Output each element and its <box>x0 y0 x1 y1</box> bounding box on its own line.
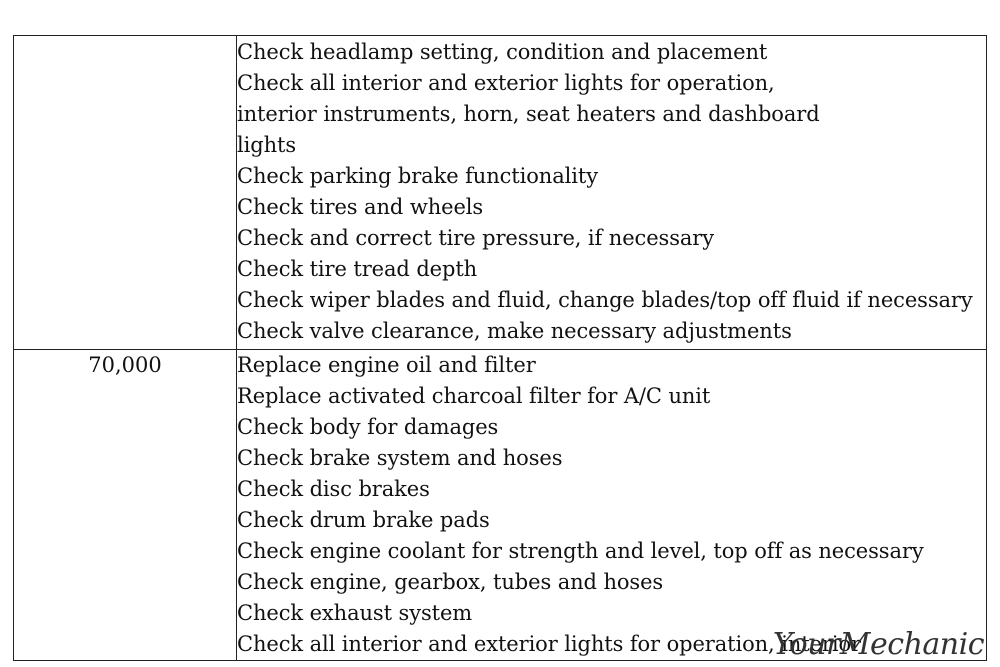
list-item: Check and correct tire pressure, if necessary <box>237 226 715 250</box>
yourmechanic-logo: YourMechanic <box>772 627 984 662</box>
tasks-cell <box>237 350 987 661</box>
interval-cell <box>14 36 237 350</box>
list-item: Check engine coolant for strength and level, top off as necessary <box>237 539 924 563</box>
list-item: Check tires and wheels <box>237 195 484 219</box>
table-row <box>14 36 987 350</box>
list-item: Check all interior and exterior lights for operation, interior <box>237 632 861 656</box>
task-list <box>237 350 986 660</box>
table-row <box>14 350 987 661</box>
list-item: Check all interior and exterior lights for operation, interior instruments, horn, seat heaters and dashboard lights <box>237 71 820 157</box>
tasks-cell <box>237 36 987 350</box>
list-item: Check brake system and hoses <box>237 446 563 470</box>
list-item: Check wiper blades and fluid, change blades/top off fluid if necessary <box>237 288 973 312</box>
list-item: Check parking brake functionality <box>237 164 598 188</box>
list-item: Check body for damages <box>237 415 499 439</box>
maintenance-table <box>13 35 987 661</box>
list-item: Replace activated charcoal filter for A/C unit <box>237 384 711 408</box>
list-item: Check engine, gearbox, tubes and hoses <box>237 570 664 594</box>
list-item: Check tire tread depth <box>237 257 478 281</box>
list-item: Check disc brakes <box>237 477 430 501</box>
list-item: Check exhaust system <box>237 601 473 625</box>
list-item: Check drum brake pads <box>237 508 490 532</box>
list-item: Check valve clearance, make necessary adjustments <box>237 319 792 343</box>
list-item: Check headlamp setting, condition and placement <box>237 40 768 64</box>
task-list <box>237 36 986 349</box>
list-item: Replace engine oil and filter <box>237 353 536 377</box>
interval-cell: 70,000 <box>14 350 237 661</box>
